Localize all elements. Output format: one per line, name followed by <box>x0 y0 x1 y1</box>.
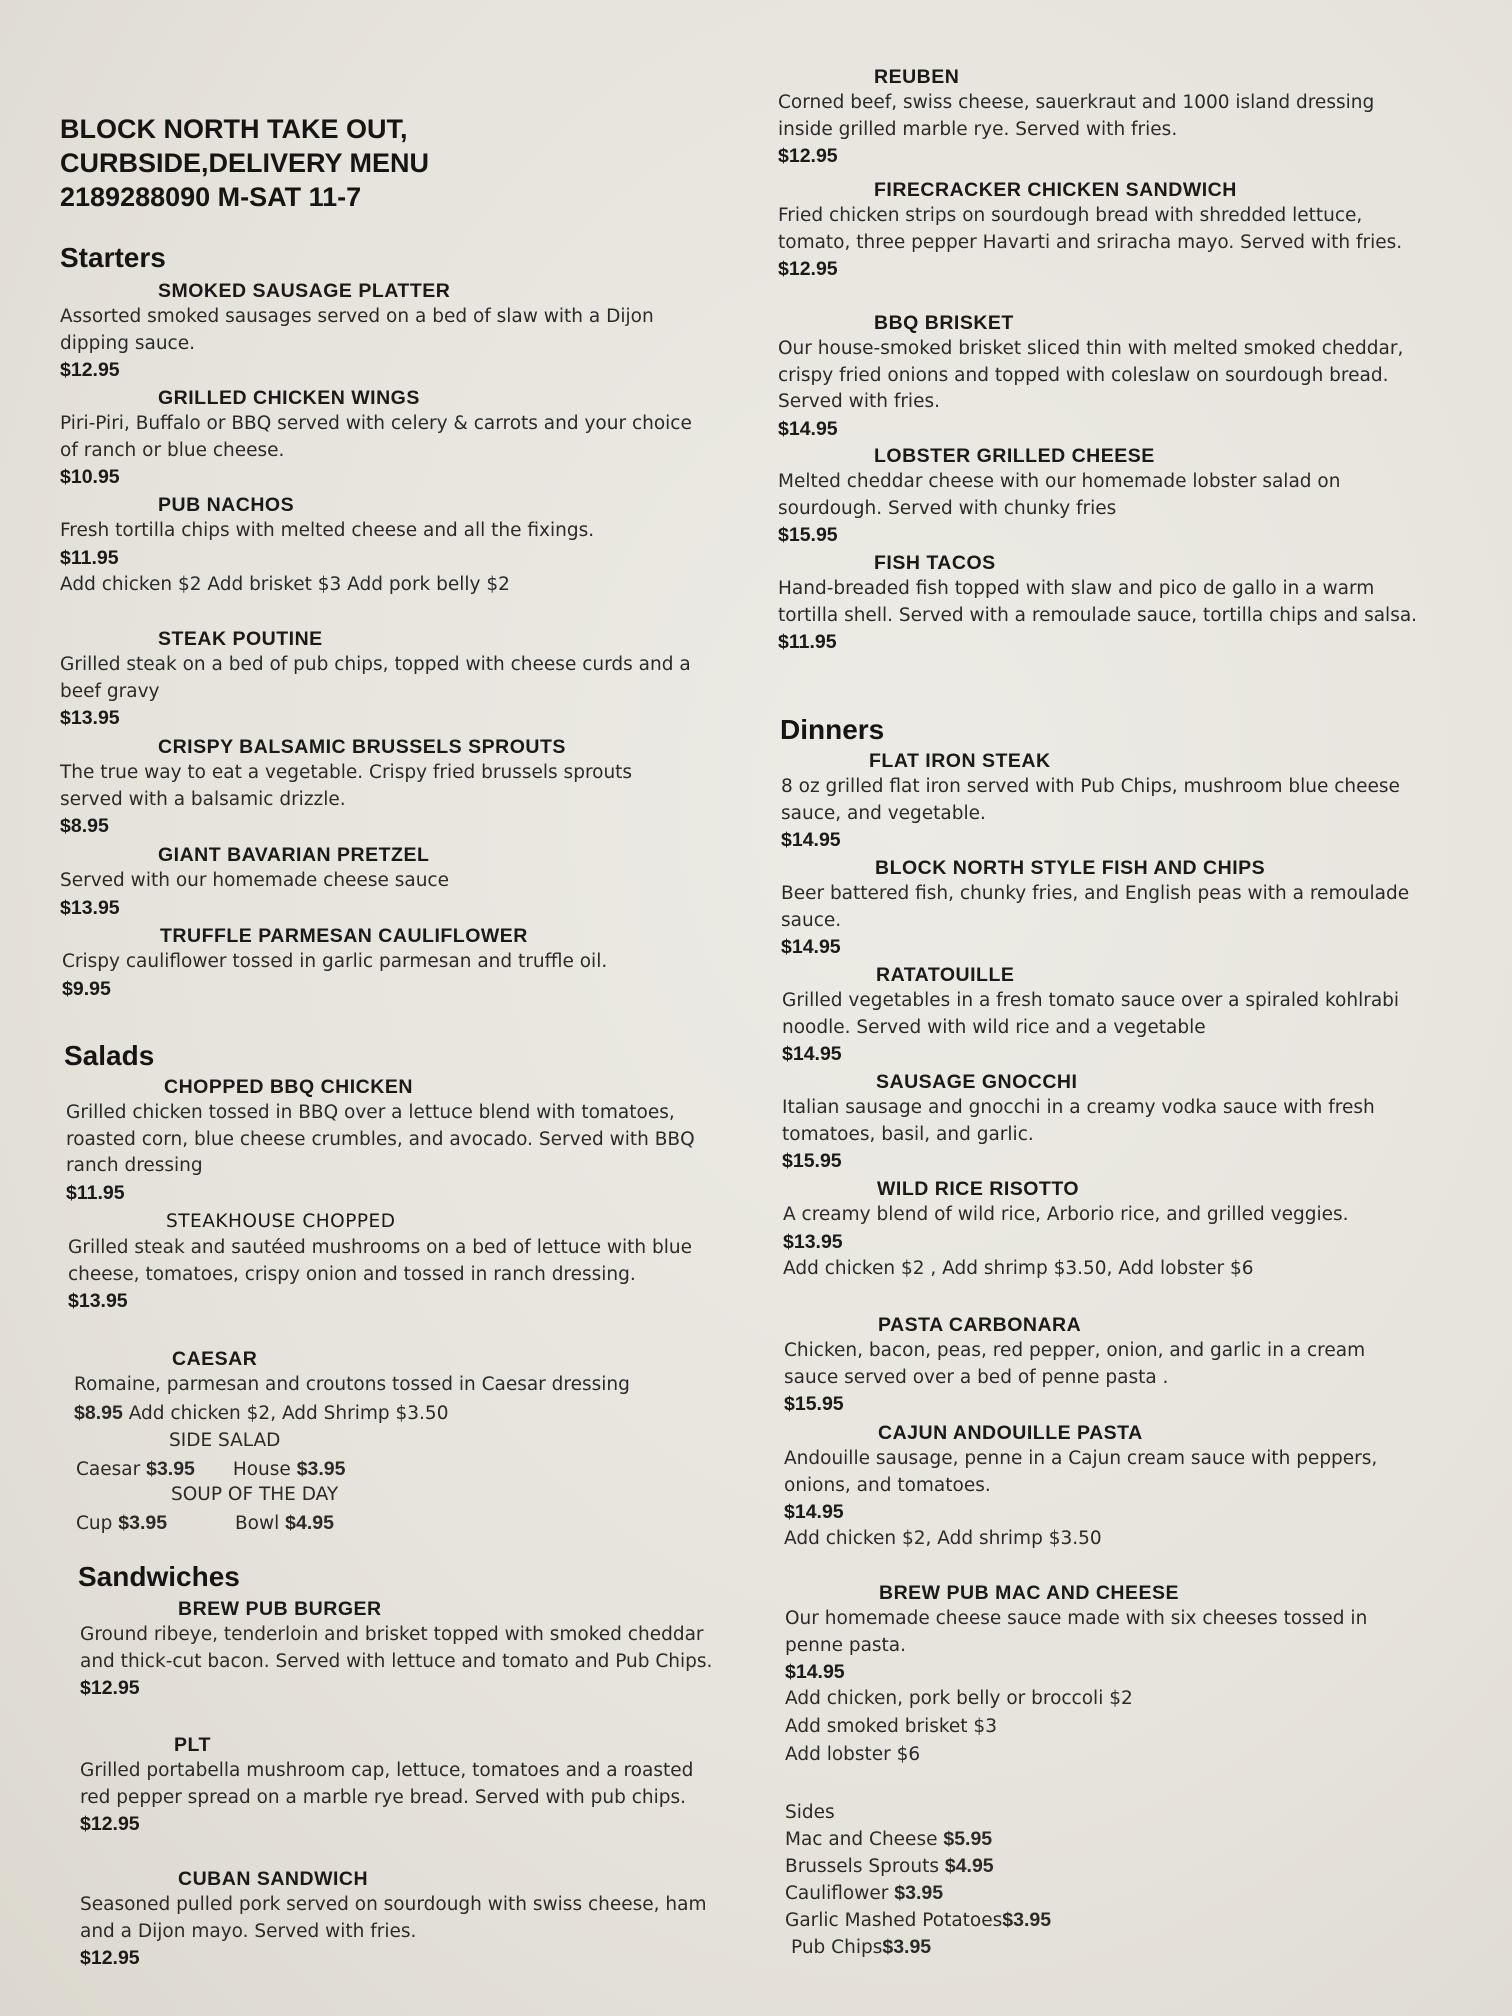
item-description: Grilled portabella mushroom cap, lettuce, tomatoes and a roasted red pepper spread on a marble rye bread. Served with pub chips. <box>80 1760 694 1808</box>
item-name: RATATOUILLE <box>876 964 1015 986</box>
item-price: $15.95 <box>784 1393 844 1415</box>
item-name: BBQ BRISKET <box>874 312 1014 334</box>
item-name: WILD RICE RISOTTO <box>877 1178 1080 1200</box>
item-price: $13.95 <box>68 1290 128 1312</box>
option-price: $3.95 <box>296 1458 346 1480</box>
item-price: $14.95 <box>781 936 841 958</box>
menu-item <box>60 385 700 490</box>
item-name: BREW PUB BURGER <box>178 1598 382 1620</box>
menu-item <box>80 1596 720 1701</box>
item-price: $15.95 <box>778 524 838 546</box>
item-name: STEAKHOUSE CHOPPED <box>166 1211 396 1232</box>
item-addons: Add chicken $2 , Add shrimp $3.50, Add lobster $6 <box>783 1257 1254 1279</box>
item-price: $14.95 <box>778 417 838 440</box>
title-line-2: CURBSIDE,DELIVERY MENU <box>60 148 430 178</box>
menu-item <box>778 443 1418 548</box>
item-description: Grilled chicken tossed in BBQ over a lettuce blend with tomatoes, roasted corn, blue cheese crumbles, and avocado. Served with BBQ ranch dressing <box>66 1102 695 1176</box>
item-name: PLT <box>174 1734 211 1756</box>
item-price-addons <box>74 1399 714 1428</box>
option-price: $3.95 <box>146 1458 195 1480</box>
menu-item <box>778 177 1418 282</box>
section-title-sandwiches: Sandwiches <box>78 1561 240 1592</box>
option-label: Bowl <box>234 1513 280 1534</box>
item-price: $9.95 <box>62 977 111 1000</box>
item-description: Romaine, parmesan and croutons tossed in Caesar dressing <box>74 1374 630 1395</box>
side-label: Garlic Mashed Potatoes <box>785 1910 1003 1931</box>
menu-item <box>68 1209 708 1314</box>
menu-title <box>60 112 580 214</box>
sides-title: Sides <box>785 1802 835 1823</box>
item-description: Grilled steak on a bed of pub chips, topped with cheese curds and a beef gravy <box>60 654 691 702</box>
side-price: $3.95 <box>894 1882 944 1904</box>
item-name: TRUFFLE PARMESAN CAULIFLOWER <box>160 925 528 947</box>
item-price: $13.95 <box>783 1230 843 1253</box>
item-addon: Add lobster $6 <box>785 1744 921 1765</box>
item-description: A creamy blend of wild rice, Arborio rice, and grilled veggies. <box>783 1204 1349 1225</box>
item-description: Our homemade cheese sauce made with six cheeses tossed in penne pasta. <box>785 1608 1368 1656</box>
item-price: $12.95 <box>80 1677 140 1699</box>
menu-item <box>778 64 1418 169</box>
item-description: Assorted smoked sausages served on a bed of slaw with a Dijon dipping sauce. <box>60 306 654 354</box>
side-price: $4.95 <box>944 1855 994 1877</box>
item-name: PUB NACHOS <box>158 494 295 516</box>
menu-item <box>782 1069 1422 1174</box>
item-price: $8.95 <box>74 1401 123 1424</box>
item-name: REUBEN <box>874 66 960 88</box>
side-item <box>785 1880 1185 1907</box>
menu-item <box>778 550 1418 655</box>
menu-item <box>60 626 700 731</box>
item-price: $8.95 <box>60 815 109 837</box>
menu-item <box>80 1732 720 1837</box>
option-label: House <box>232 1459 291 1480</box>
menu-item <box>784 1312 1424 1417</box>
item-description: Italian sausage and gnocchi in a creamy vodka sauce with fresh tomatoes, basil, and garlic. <box>782 1097 1375 1145</box>
item-description: Melted cheddar cheese with our homemade lobster salad on sourdough. Served with chunky fries <box>778 471 1341 519</box>
item-description: Piri-Piri, Buffalo or BBQ served with celery & carrots and your choice of ranch or blue cheese. <box>60 413 692 461</box>
item-addons: Add chicken $2, Add shrimp $3.50 <box>784 1528 1102 1549</box>
item-name: BREW PUB MAC AND CHEESE <box>879 1582 1180 1604</box>
item-name: FIRECRACKER CHICKEN SANDWICH <box>874 179 1237 201</box>
item-price: $14.95 <box>785 1661 845 1683</box>
item-price: $10.95 <box>60 466 120 488</box>
item-name: SAUSAGE GNOCCHI <box>876 1071 1078 1093</box>
option-label: Cup <box>76 1513 113 1534</box>
menu-item <box>66 1074 706 1206</box>
side-item <box>785 1853 1185 1880</box>
side-salad-options <box>76 1454 716 1485</box>
item-price: $11.95 <box>60 546 119 569</box>
side-item <box>785 1907 1185 1934</box>
menu-item <box>74 1346 714 1428</box>
item-description: Corned beef, swiss cheese, sauerkraut and 1000 island dressing inside grilled marble rye. Served with fries. <box>778 92 1375 140</box>
menu-item <box>785 1580 1425 1769</box>
item-name: FISH TACOS <box>874 552 996 574</box>
item-addon: Add smoked brisket $3 <box>785 1716 997 1737</box>
side-item <box>791 1934 1185 1961</box>
item-name: CUBAN SANDWICH <box>178 1868 369 1890</box>
soup-block <box>76 1482 716 1539</box>
menu-item <box>778 310 1418 442</box>
option-price: $3.95 <box>118 1512 168 1534</box>
item-price: $12.95 <box>80 1813 140 1835</box>
sides-block <box>785 1800 1185 1961</box>
item-price: $12.95 <box>80 1947 140 1969</box>
item-description: Grilled steak and sautéed mushrooms on a bed of lettuce with blue cheese, tomatoes, crispy onion and tossed in ranch dressing. <box>68 1237 692 1285</box>
side-label: Brussels Sprouts <box>785 1856 939 1877</box>
item-name: GIANT BAVARIAN PRETZEL <box>158 844 430 866</box>
side-item <box>785 1826 1185 1853</box>
item-price: $12.95 <box>778 258 838 280</box>
item-name: GRILLED CHICKEN WINGS <box>158 387 420 409</box>
item-name: FLAT IRON STEAK <box>869 750 1051 772</box>
item-addons: Add chicken $2 Add brisket $3 Add pork belly $2 <box>60 573 510 595</box>
item-name: BLOCK NORTH STYLE FISH AND CHIPS <box>875 857 1266 879</box>
item-name: PASTA CARBONARA <box>878 1314 1082 1336</box>
item-name: LOBSTER GRILLED CHEESE <box>874 445 1155 467</box>
side-label: Cauliflower <box>785 1883 889 1904</box>
menu-item <box>60 842 700 921</box>
item-price: $13.95 <box>60 896 120 919</box>
menu-item <box>781 855 1421 960</box>
item-description: Ground ribeye, tenderloin and brisket topped with smoked cheddar and thick-cut bacon. Served with lettuce and tomato and Pub Chips. <box>80 1624 713 1672</box>
section-title-dinners: Dinners <box>780 714 885 745</box>
item-description: The true way to eat a vegetable. Crispy fried brussels sprouts served with a balsamic drizzle. <box>60 762 633 810</box>
item-description: Served with our homemade cheese sauce <box>60 870 449 891</box>
option-label: Caesar <box>76 1459 141 1480</box>
menu-item <box>782 962 1422 1067</box>
item-description: Seasoned pulled pork served on sourdough with swiss cheese, ham and a Dijon mayo. Served with fries. <box>80 1894 707 1942</box>
item-description: Chicken, bacon, peas, red pepper, onion, and garlic in a cream sauce served over a bed of penne pasta . <box>784 1340 1366 1388</box>
side-price: $3.95 <box>1002 1909 1052 1931</box>
item-price: $14.95 <box>784 1501 844 1523</box>
menu-item <box>60 492 700 599</box>
menu-item <box>62 923 702 1002</box>
menu-item <box>784 1420 1424 1553</box>
side-salad-block <box>76 1428 716 1485</box>
menu-item <box>783 1176 1423 1283</box>
side-label: Mac and Cheese <box>785 1829 938 1850</box>
item-description: Fried chicken strips on sourdough bread with shredded lettuce, tomato, three pepper Havarti and sriracha mayo. Served with fries. <box>778 205 1403 253</box>
title-line-1: BLOCK NORTH TAKE OUT, <box>60 114 408 144</box>
item-price: $14.95 <box>781 829 841 851</box>
title-line-3: 2189288090 M-SAT 11-7 <box>60 182 362 212</box>
soup-options <box>76 1508 716 1539</box>
side-label: Pub Chips <box>791 1937 883 1958</box>
soup-title: SOUP OF THE DAY <box>171 1484 339 1505</box>
side-salad-title: SIDE SALAD <box>169 1430 281 1451</box>
item-name: CRISPY BALSAMIC BRUSSELS SPROUTS <box>158 736 566 758</box>
item-description: Beer battered fish, chunky fries, and English peas with a remoulade sauce. <box>781 883 1410 931</box>
item-name: STEAK POUTINE <box>158 628 323 650</box>
item-price: $11.95 <box>778 631 837 653</box>
item-addon: Add chicken, pork belly or broccoli $2 <box>785 1688 1133 1709</box>
menu-item <box>781 748 1421 853</box>
side-price: $3.95 <box>882 1936 932 1958</box>
item-description: Grilled vegetables in a fresh tomato sauce over a spiraled kohlrabi noodle. Served with wild rice and a vegetable <box>782 990 1400 1038</box>
menu-item <box>60 734 700 839</box>
item-name: CAJUN ANDOUILLE PASTA <box>878 1422 1143 1444</box>
menu-item <box>60 278 700 383</box>
item-addons: Add chicken $2, Add Shrimp $3.50 <box>128 1402 449 1424</box>
item-description: Our house-smoked brisket sliced thin with melted smoked cheddar, crispy fried onions and topped with coleslaw on sourdough bread. Served with fries. <box>778 338 1404 412</box>
menu-item <box>80 1866 720 1971</box>
item-description: Crispy cauliflower tossed in garlic parmesan and truffle oil. <box>62 951 608 972</box>
item-price: $13.95 <box>60 707 120 729</box>
item-description: Fresh tortilla chips with melted cheese and all the fixings. <box>60 520 595 541</box>
item-price: $11.95 <box>66 1181 125 1204</box>
item-description: Hand-breaded fish topped with slaw and pico de gallo in a warm tortilla shell. Served with a remoulade sauce, tortilla chips and salsa. <box>778 578 1418 626</box>
option-price: $4.95 <box>285 1512 334 1534</box>
side-price: $5.95 <box>943 1828 993 1850</box>
item-name: SMOKED SAUSAGE PLATTER <box>158 280 451 302</box>
item-name: CAESAR <box>172 1348 258 1370</box>
item-price: $14.95 <box>782 1043 842 1065</box>
item-description: 8 oz grilled flat iron served with Pub Chips, mushroom blue cheese sauce, and vegetable. <box>781 776 1400 824</box>
item-price: $12.95 <box>778 145 838 167</box>
section-title-salads: Salads <box>64 1040 155 1071</box>
item-price: $15.95 <box>782 1150 842 1172</box>
section-title-starters: Starters <box>60 242 166 273</box>
item-description: Andouille sausage, penne in a Cajun cream sauce with peppers, onions, and tomatoes. <box>784 1448 1378 1496</box>
item-price: $12.95 <box>60 359 120 381</box>
item-name: CHOPPED BBQ CHICKEN <box>164 1076 413 1098</box>
